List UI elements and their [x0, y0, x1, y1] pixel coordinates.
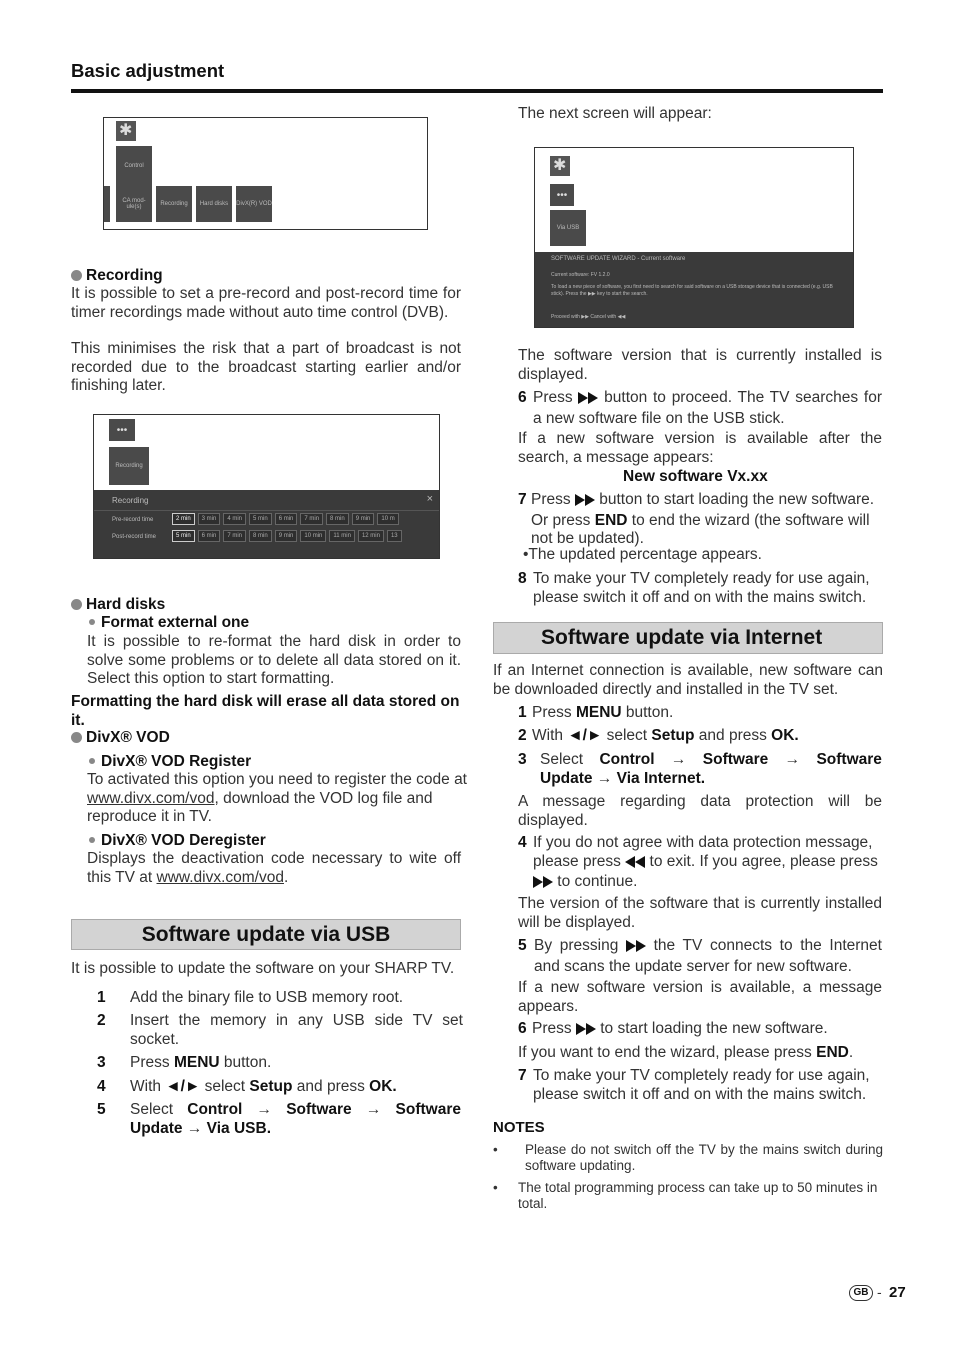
tile-control: Control: [116, 146, 152, 186]
note-1: • Please do not switch off the TV by the mains switch during software updating.: [493, 1142, 883, 1173]
pre-record-option: 8 min: [326, 513, 349, 525]
post-record-option: 5 min: [172, 530, 195, 542]
recording-panel: [94, 490, 439, 558]
divx-register-para: To activated this option you need to register the code at www.divx.com/vod, download the VOD log file and reproduce it in TV.: [87, 771, 467, 825]
usb-step-2: 2 Insert the memory in any USB side TV set socket.: [97, 1012, 463, 1048]
region-badge: GB: [849, 1285, 873, 1301]
post-record-option: 11 min: [329, 530, 355, 542]
close-icon: ×: [426, 493, 433, 505]
version-text: The version of the software that is currently installed will be displayed.: [518, 895, 882, 931]
usb-step-8: 8 To make your TV completely ready for use again, please switch it off and on with the mains switch.: [518, 570, 870, 606]
recording-para-1: It is possible to set a pre-record and post-record time for timer recordings made without auto time control (DVB).: [71, 285, 461, 321]
wizard-panel: [535, 252, 853, 327]
usb-step-1: 1 Add the binary file to USB memory root.: [97, 989, 404, 1006]
note-2: • The total programming process can take up to 50 minutes in total.: [493, 1180, 878, 1211]
installed-text: The software version that is currently installed is displayed.: [518, 347, 882, 383]
menu-screenshot-recording: [93, 414, 440, 559]
pre-record-option: 6 min: [275, 513, 298, 525]
usb-section-banner: Software update via USB: [71, 919, 461, 950]
tile-via-usb: Via USB: [550, 210, 586, 246]
pre-record-options: [172, 513, 402, 525]
pre-record-option: 4 min: [223, 513, 246, 525]
inet-step-2: 2 With ◄/► select Setup and press OK.: [518, 727, 799, 744]
hard-disks-para: It is possible to re-format the hard disk in order to solve some problems or to delete all data stored on it. Select this option to start formatting.: [87, 633, 461, 687]
current-software: Current software: FV 1.2.0: [551, 272, 610, 278]
inet-step-6: 6 Press to start loading the new software.: [518, 1020, 828, 1041]
usb-step-3: 3 Press MENU button.: [97, 1054, 272, 1071]
divx-deregister-para: Displays the deactivation code necessary to wite off this TV at www.divx.com/vod.: [87, 850, 461, 886]
menu-screenshot-control: [103, 117, 428, 230]
usb-intro: It is possible to update the software on your SHARP TV.: [71, 960, 455, 977]
inet-step-5: 5 By pressing the TV connects to the Internet and scans the update server for new software.: [518, 937, 882, 975]
dot-icon: [89, 837, 95, 843]
dot-icon: [89, 619, 95, 625]
dot-icon: [89, 758, 95, 764]
pre-record-option: 5 min: [249, 513, 272, 525]
notes-heading: NOTES: [493, 1119, 545, 1136]
end-wizard-text: If you want to end the wizard, please press END.: [518, 1044, 854, 1061]
post-record-option: 7 min: [223, 530, 246, 542]
more-icon: •••: [550, 184, 574, 206]
fast-forward-icon: [575, 493, 595, 512]
format-warning: Formatting the hard disk will erase all data stored on it.: [71, 693, 460, 729]
panel-title: Recording: [112, 496, 149, 505]
panel-divider: [94, 510, 439, 511]
fast-forward-icon: [533, 875, 553, 894]
gear-icon: [550, 156, 570, 176]
post-record-label: Post-record time: [112, 534, 157, 540]
more-icon: •••: [109, 419, 135, 441]
recording-para-2: This minimises the risk that a part of broadcast is not recorded due to the broadcast starting earlier and/or finishing later.: [71, 340, 461, 394]
divx-heading: DivX® VOD: [71, 729, 170, 748]
usb-wizard-screenshot: [534, 147, 854, 328]
divx-link[interactable]: www.divx.com/vod: [156, 868, 284, 886]
pre-record-label: Pre-record time: [112, 517, 154, 523]
if-new-text: If a new software version is available after the search, a message appears:: [518, 430, 882, 466]
wizard-footer: Proceed with ▶▶ Cancel with ◀◀: [551, 314, 626, 320]
fast-forward-icon: [578, 391, 598, 410]
tile-ca-modules: CA mod- ule(s): [116, 186, 152, 222]
usb-step-6: 6 Press button to proceed. The TV searches for a new software file on the USB stick.: [518, 389, 882, 427]
post-record-options: [172, 530, 405, 542]
page-number: 27: [889, 1284, 906, 1301]
inet-step-7: 7 To make your TV completely ready for use again, please switch it off and on with the mains switch.: [518, 1067, 870, 1103]
inet-step-3: 3 Select Control → Software → Software Update → Via Internet.: [518, 751, 882, 787]
fast-forward-icon: [576, 1022, 596, 1041]
gear-icon: [116, 121, 136, 141]
usb-step-5: 5 Select Control → Software → Software Update → Via USB.: [97, 1101, 461, 1137]
header-rule: [71, 89, 883, 93]
percentage-text: •The updated percentage appears.: [523, 546, 762, 563]
rewind-icon: [625, 855, 645, 874]
post-record-option: 10 min: [300, 530, 326, 542]
tile-recording: Recording: [156, 186, 192, 222]
if-new-text-2: If a new software version is available, a message appears.: [518, 979, 882, 1015]
divx-deregister-heading: DivX® VOD Deregister: [87, 832, 266, 851]
next-screen-text: The next screen will appear:: [518, 105, 712, 122]
inet-step-1: 1 Press MENU button.: [518, 704, 674, 721]
wizard-title: SOFTWARE UPDATE WIZARD - Current software: [551, 256, 686, 262]
wizard-instructions: To load a new piece of software, you first need to search for said software on a USB storage device that is connected (e.g. USB stick). Press the ▶▶ key to start the search.: [551, 284, 833, 297]
internet-section-banner: Software update via Internet: [493, 622, 883, 654]
bullet-icon: [71, 599, 82, 610]
divx-link[interactable]: www.divx.com/vod: [87, 789, 215, 807]
page-dash: -: [877, 1284, 882, 1300]
post-record-option: 6 min: [198, 530, 221, 542]
pre-record-option: 10 m: [377, 513, 398, 525]
privacy-text: A message regarding data protection will be displayed.: [518, 793, 882, 829]
tile-divx-vod: DivX(R) VOD: [236, 186, 272, 222]
tile-hard-disks: Hard disks: [196, 186, 232, 222]
post-record-option: 12 min: [358, 530, 384, 542]
pre-record-option: 3 min: [198, 513, 221, 525]
usb-step-7: 7 Press button to start loading the new software. Or press END to end the wizard (the software will not be updated).: [518, 491, 875, 547]
pre-record-option: 2 min: [172, 513, 195, 525]
new-software-message: New software Vx.xx: [623, 468, 768, 485]
pre-record-option: 7 min: [300, 513, 323, 525]
pre-record-option: 9 min: [352, 513, 375, 525]
inet-step-4: 4 If you do not agree with data protection message, please press to exit. If you agree, please press to continue.: [518, 834, 882, 894]
usb-step-4: 4 With ◄/► select Setup and press OK.: [97, 1078, 397, 1095]
post-record-option: 13: [387, 530, 402, 542]
post-record-option: 9 min: [275, 530, 298, 542]
tile-edge: [104, 186, 110, 222]
bullet-icon: [71, 732, 82, 743]
bullet-icon: [71, 270, 82, 281]
section-title: Basic adjustment: [71, 60, 225, 81]
format-heading: Format external one: [87, 614, 249, 633]
tile-recording: Recording: [109, 447, 149, 485]
divx-register-heading: DivX® VOD Register: [87, 753, 251, 772]
hard-disks-heading: Hard disks: [71, 596, 165, 615]
internet-intro: If an Internet connection is available, new software can be downloaded directly and installed in the TV set.: [493, 662, 883, 698]
fast-forward-icon: [626, 939, 646, 958]
recording-heading: Recording: [71, 267, 163, 286]
post-record-option: 8 min: [249, 530, 272, 542]
